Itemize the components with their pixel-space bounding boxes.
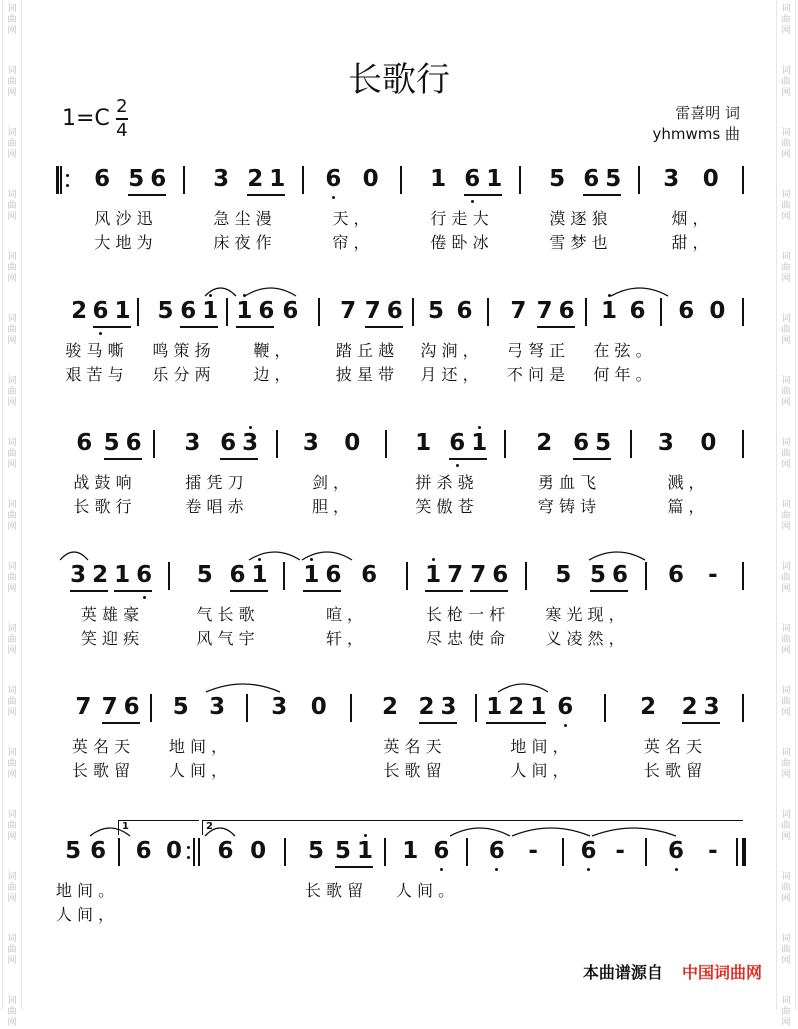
eighth-underline	[128, 194, 166, 196]
note: 6	[94, 166, 111, 192]
note: 1	[251, 562, 268, 588]
note: 6	[136, 562, 153, 588]
note: 5	[334, 838, 352, 864]
eighth-underline	[425, 590, 463, 592]
note: 6	[456, 298, 473, 324]
note: -	[708, 838, 718, 864]
lyric-syllables: 长 枪 一 杆	[425, 605, 506, 624]
lyric-syllables: 鸣 策 扬	[152, 341, 211, 360]
lyric-syllables: 擂 凭 刀	[185, 473, 244, 492]
eighth-underline	[470, 590, 508, 592]
watermark-text: 词 曲 网	[781, 376, 791, 408]
lyric-syllables: 月 还 ，	[420, 365, 479, 384]
lyric-syllables: 英 雄 豪	[80, 605, 140, 624]
note: 0	[250, 838, 267, 864]
note: 7	[510, 298, 527, 324]
lyric-syllables: 长 歌 留	[383, 761, 442, 780]
note: 5	[589, 562, 607, 588]
note: 6	[557, 694, 574, 720]
note: 2	[640, 694, 657, 720]
watermark-text: 词 曲 网	[781, 252, 791, 284]
lyric-syllables: 拼 杀 骁	[415, 473, 474, 492]
lyric-syllables: 披 星 带	[335, 365, 395, 384]
slur	[205, 828, 235, 836]
lyric-syllables: 人 间 ，	[168, 761, 228, 780]
note: 3	[184, 430, 201, 456]
slur	[90, 828, 130, 836]
watermark-text: 词 曲 网	[7, 996, 17, 1028]
watermark-text: 词 曲 网	[7, 934, 17, 966]
slur-layer	[0, 548, 798, 588]
lyric-syllables: 乐 分 两	[152, 365, 211, 384]
note: 1	[430, 166, 447, 192]
lyric-syllables: 天 ，	[332, 209, 370, 228]
slur	[249, 552, 300, 560]
lyric-syllables: 长 歌 留	[71, 761, 131, 780]
watermark-text: 词 曲 网	[7, 376, 17, 408]
lyric-syllables: 溅 ，	[667, 473, 705, 492]
note: 5	[128, 166, 145, 192]
note: 1	[202, 298, 219, 324]
note: 6	[580, 838, 597, 864]
lyric-syllables: 不 问 是	[506, 365, 566, 384]
note: 6	[611, 562, 629, 588]
watermark-text: 词 曲 网	[7, 66, 17, 98]
note: 5	[157, 298, 174, 324]
footer-source-label: 本曲谱源自	[582, 963, 663, 982]
lyric-syllables: 长 歌 行	[73, 497, 132, 516]
note: 1	[402, 838, 419, 864]
slur	[302, 552, 352, 560]
slur	[450, 828, 510, 836]
note: 7	[470, 562, 487, 588]
slur	[205, 288, 236, 296]
lyric-syllables: 弓 弩 正	[506, 341, 566, 360]
note: 7	[75, 694, 92, 720]
note: 2	[247, 166, 264, 192]
note: 0	[165, 838, 183, 864]
key-label: 1=C	[62, 106, 110, 132]
watermark-text: 词 曲 网	[781, 66, 791, 98]
note: 2	[381, 694, 399, 720]
watermark-text: 词 曲 网	[781, 686, 791, 718]
lyric-syllables: 何 年 。	[593, 365, 652, 384]
lyric-syllables: 英 名 天	[383, 737, 442, 756]
note: 7	[536, 298, 553, 324]
footer-brand-link[interactable]: 中国词曲网	[681, 963, 762, 982]
lyric-line-1	[0, 734, 798, 756]
low-octave-dot	[440, 868, 443, 871]
lyric-syllables: 骏 马 嘶	[65, 341, 124, 360]
lyric-syllables: 喧 ，	[325, 605, 364, 624]
note: 1	[114, 298, 131, 324]
slur-layer	[0, 680, 798, 720]
note: 1	[269, 166, 286, 192]
note: 6	[220, 430, 237, 456]
lyric-syllables: 剑 ，	[311, 473, 350, 492]
watermark-text: 词 曲 网	[7, 438, 17, 470]
note: 3	[657, 430, 674, 456]
lyric-syllables: 英 名 天	[643, 737, 703, 756]
eighth-underline	[114, 590, 152, 592]
note: 6	[125, 430, 142, 456]
note: 6	[325, 166, 342, 192]
note: 6	[76, 430, 93, 456]
watermark-text: 词 曲 网	[7, 624, 17, 656]
note: 6	[150, 166, 167, 192]
note: 1	[415, 430, 432, 456]
lyric-syllables: 雪 梦 也	[549, 233, 608, 252]
note: 5	[549, 166, 566, 192]
note: 1	[486, 694, 503, 720]
time-signature	[116, 98, 128, 140]
note: 0	[310, 694, 327, 720]
lyric-syllables: 笑 迎 疾	[80, 629, 140, 648]
note: 0	[702, 166, 719, 192]
note: 6	[325, 562, 342, 588]
lyric-line-2	[0, 362, 798, 384]
low-octave-dot	[456, 464, 459, 467]
low-octave-dot	[143, 596, 146, 599]
slur	[60, 552, 88, 560]
volta-number: 1	[122, 821, 129, 832]
eighth-underline	[104, 458, 142, 460]
eighth-underline	[583, 194, 621, 196]
lyric-syllables: 尽 忠 使 命	[425, 629, 506, 648]
note: 2	[508, 694, 525, 720]
lyric-syllables: 气 长 歌	[196, 605, 255, 624]
slur	[206, 684, 280, 692]
key-signature	[62, 98, 128, 140]
watermark-text: 词 曲 网	[781, 996, 791, 1028]
lyric-syllables: 勇 血 飞	[537, 473, 597, 492]
watermark-text: 词 曲 网	[781, 872, 791, 904]
eighth-underline	[682, 722, 720, 724]
note: 6	[217, 838, 234, 864]
lyric-syllables: 踏 丘 越	[335, 341, 395, 360]
note: 2	[536, 430, 553, 456]
lyric-syllables: 风 沙 迅	[94, 209, 153, 228]
slur	[589, 552, 645, 560]
note: 5	[595, 430, 612, 456]
eighth-underline	[220, 458, 258, 460]
lyric-syllables: 轩 ，	[325, 629, 364, 648]
low-octave-dot	[99, 332, 102, 335]
lyric-syllables: 甜 ，	[671, 233, 709, 252]
slur	[512, 828, 590, 836]
note: 6	[433, 838, 450, 864]
note: -	[708, 562, 718, 588]
lyric-line-1	[0, 206, 798, 228]
eighth-underline	[236, 326, 274, 328]
low-octave-dot	[564, 724, 567, 727]
note: 3	[70, 562, 87, 588]
footer-source	[583, 960, 762, 983]
eighth-underline	[102, 722, 140, 724]
lyric-syllables: 烟 ，	[671, 209, 709, 228]
watermark-text: 词 曲 网	[781, 500, 791, 532]
eighth-underline	[590, 590, 628, 592]
lyric-syllables: 急 尘 漫	[213, 209, 272, 228]
low-octave-dot	[332, 196, 335, 199]
note: 3	[242, 430, 259, 456]
eighth-underline	[230, 590, 268, 592]
lyric-syllables: 人 间 ，	[510, 761, 569, 780]
lyric-line-2	[0, 626, 798, 648]
slur	[592, 828, 676, 836]
time-unit: 4	[116, 119, 128, 141]
watermark-text: 词 曲 网	[781, 438, 791, 470]
note: 6	[90, 838, 107, 864]
lyric-syllables: 鞭 ，	[253, 341, 291, 360]
lyric-line-2	[0, 494, 798, 516]
watermark-text: 词 曲 网	[781, 190, 791, 222]
eighth-underline	[449, 458, 487, 460]
lyric-syllables: 穹 铸 诗	[537, 497, 597, 516]
lyric-syllables: 地 间 ，	[168, 737, 228, 756]
note: 3	[271, 694, 288, 720]
watermark-text: 词 曲 网	[781, 810, 791, 842]
note: 2	[92, 562, 109, 588]
note: 7	[447, 562, 464, 588]
note: 6	[229, 562, 246, 588]
composer-credit: yhmwms 曲	[652, 125, 740, 143]
note: 6	[449, 430, 466, 456]
watermark-text: 词 曲 网	[7, 190, 17, 222]
note: 3	[302, 430, 319, 456]
watermark-text: 词 曲 网	[781, 624, 791, 656]
lyric-syllables: 边 ，	[253, 365, 291, 384]
lyric-syllables: 艰 苦 与	[65, 365, 124, 384]
watermark-text: 词 曲 网	[781, 748, 791, 780]
lyric-line-1	[0, 338, 798, 360]
note: 3	[213, 166, 230, 192]
lyric-syllables: 地 间 。	[55, 881, 115, 900]
lyric-syllables: 寒 光 现 ，	[545, 605, 625, 624]
note: 3	[703, 694, 720, 720]
watermark-text: 词 曲 网	[7, 748, 17, 780]
note: 6	[678, 298, 695, 324]
note: 2	[71, 298, 88, 324]
slur-layer	[0, 284, 798, 324]
lyric-syllables: 篇 ，	[667, 497, 705, 516]
lyric-syllables: 胆 ，	[311, 497, 350, 516]
note: 6	[492, 562, 509, 588]
watermark-text: 词 曲 网	[7, 872, 17, 904]
slur-layer	[0, 824, 798, 864]
note: 6	[488, 838, 505, 864]
lyric-syllables: 在 弦 。	[593, 341, 652, 360]
lyric-syllables: 风 气 宇	[196, 629, 255, 648]
note: 7	[364, 298, 381, 324]
lyric-syllables: 床 夜 作	[213, 233, 272, 252]
lyric-line-1	[0, 470, 798, 492]
watermark-text: 词 曲 网	[781, 934, 791, 966]
note: 5	[65, 838, 82, 864]
lyric-line-2	[0, 230, 798, 252]
slur	[611, 288, 668, 296]
note: 6	[668, 562, 685, 588]
lyricist-credit: 雷喜明 词	[675, 104, 740, 122]
watermark-text: 词 曲 网	[7, 810, 17, 842]
note: 1	[114, 562, 131, 588]
lyric-syllables: 倦 卧 冰	[430, 233, 489, 252]
slur	[498, 684, 548, 692]
low-octave-dot	[471, 200, 474, 203]
slur	[245, 288, 296, 296]
lyric-syllables: 人 间 。	[395, 881, 455, 900]
lyric-syllables: 长 歌 留	[643, 761, 703, 780]
eighth-underline	[573, 458, 611, 460]
eighth-underline	[303, 590, 341, 592]
note: 7	[340, 298, 357, 324]
low-octave-dot	[675, 868, 678, 871]
note: 6	[123, 694, 140, 720]
slur-layer	[0, 152, 798, 192]
note: 1	[600, 298, 618, 324]
note: 6	[386, 298, 403, 324]
note: 2	[681, 694, 698, 720]
lyric-syllables: 漠 逐 狼	[549, 209, 608, 228]
eighth-underline	[70, 590, 108, 592]
note: 6	[583, 166, 600, 192]
note: 0	[700, 430, 717, 456]
low-octave-dot	[495, 868, 498, 871]
note: 6	[258, 298, 275, 324]
lyric-syllables: 大 地 为	[94, 233, 153, 252]
watermark-text: 词 曲 网	[781, 128, 791, 160]
watermark-text: 词 曲 网	[7, 128, 17, 160]
note: 1	[236, 298, 253, 324]
low-octave-dot	[587, 868, 590, 871]
note: 1	[356, 838, 374, 864]
note: 5	[103, 430, 120, 456]
note: 0	[344, 430, 361, 456]
lyric-line-1	[0, 602, 798, 624]
eighth-underline	[537, 326, 575, 328]
note: 2	[418, 694, 435, 720]
note: -	[615, 838, 625, 864]
watermark-text: 词 曲 网	[781, 562, 791, 594]
lyric-syllables: 行 走 大	[430, 209, 489, 228]
watermark-text: 词 曲 网	[7, 4, 17, 36]
song-title: 长歌行	[348, 60, 450, 100]
note: 6	[573, 430, 590, 456]
eighth-underline	[419, 722, 457, 724]
lyric-syllables: 地 间 ，	[510, 737, 569, 756]
eighth-underline	[464, 194, 502, 196]
note: 6	[464, 166, 481, 192]
note: 5	[307, 838, 325, 864]
lyric-syllables: 人 间 ，	[55, 905, 115, 924]
note: 3	[209, 694, 226, 720]
watermark-text: 词 曲 网	[7, 252, 17, 284]
eighth-underline	[335, 866, 373, 868]
note: 6	[180, 298, 197, 324]
note: 1	[486, 166, 503, 192]
eighth-underline	[365, 326, 403, 328]
watermark-text: 词 曲 网	[7, 314, 17, 346]
lyric-syllables: 帘 ，	[332, 233, 370, 252]
watermark-text: 词 曲 网	[781, 4, 791, 36]
eighth-underline	[486, 722, 546, 724]
note: 3	[663, 166, 680, 192]
note: 5	[555, 562, 572, 588]
lyric-syllables: 义 凌 然 ，	[545, 629, 625, 648]
note: 5	[427, 298, 445, 324]
note: 6	[361, 562, 378, 588]
lyric-syllables: 笑 傲 苍	[415, 497, 474, 516]
lyric-syllables: 卷 唱 赤	[185, 497, 244, 516]
note: 6	[282, 298, 299, 324]
note: 6	[135, 838, 152, 864]
watermark-text: 词 曲 网	[781, 314, 791, 346]
note: -	[528, 838, 538, 864]
note: 1	[471, 430, 488, 456]
note: 0	[362, 166, 379, 192]
watermark-text: 词 曲 网	[7, 686, 17, 718]
lyric-syllables: 沟 涧 ，	[420, 341, 479, 360]
note: 0	[709, 298, 726, 324]
note: 1	[530, 694, 547, 720]
note: 6	[629, 298, 646, 324]
note: 1	[425, 562, 442, 588]
note: 5	[605, 166, 622, 192]
lyric-line-2	[0, 758, 798, 780]
note: 5	[172, 694, 189, 720]
eighth-underline	[247, 194, 285, 196]
time-beats: 2	[116, 96, 128, 117]
note: 5	[196, 562, 213, 588]
note: 1	[303, 562, 320, 588]
eighth-underline	[93, 326, 131, 328]
watermark-text: 词 曲 网	[7, 562, 17, 594]
lyric-syllables: 战 鼓 响	[73, 473, 132, 492]
note: 7	[101, 694, 118, 720]
note: 6	[558, 298, 575, 324]
note: 6	[92, 298, 109, 324]
note: 3	[440, 694, 457, 720]
watermark-text: 词 曲 网	[7, 500, 17, 532]
lyric-syllables: 英 名 天	[71, 737, 131, 756]
lyric-line-1	[0, 878, 798, 900]
note: 6	[668, 838, 685, 864]
slur-layer	[0, 416, 798, 456]
lyric-line-2	[0, 902, 798, 924]
eighth-underline	[180, 326, 218, 328]
volta-number: 2	[206, 821, 213, 832]
lyric-syllables: 长 歌 留	[304, 881, 364, 900]
